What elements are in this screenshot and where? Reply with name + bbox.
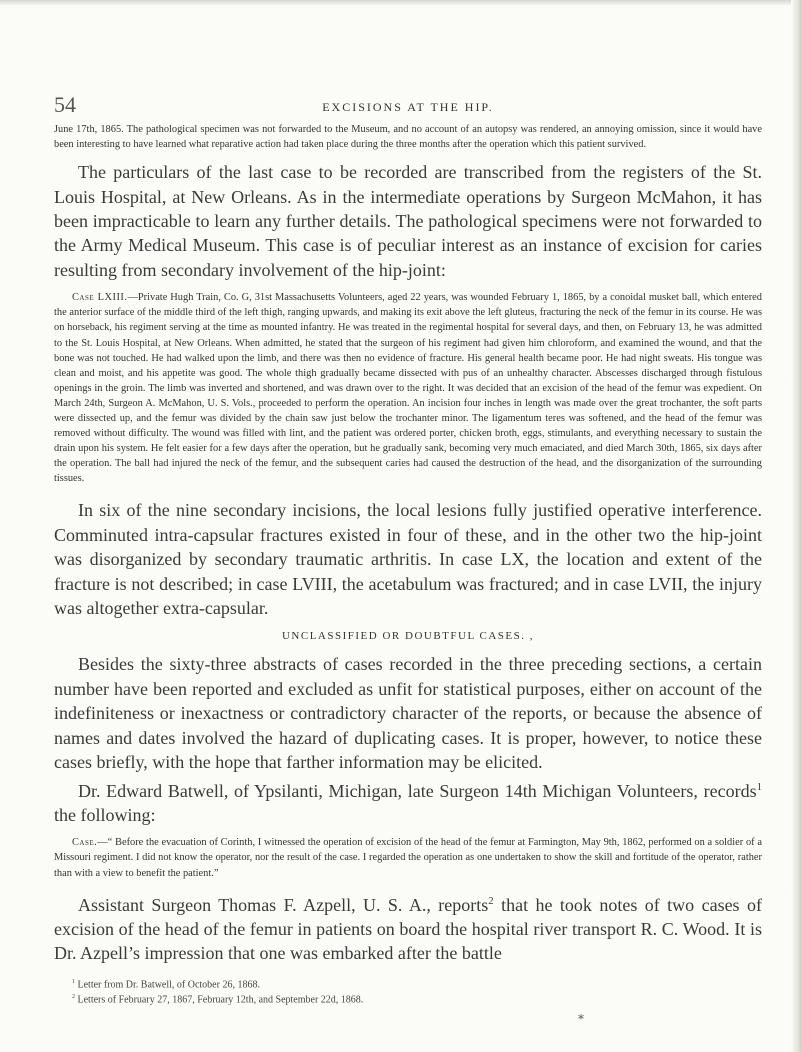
case-batwell-label: Case.	[72, 837, 98, 849]
running-head: EXCISIONS AT THE HIP.	[322, 100, 494, 114]
paragraph-unclassified: Besides the sixty-three abstracts of cases recorded in the three preceding sections, a certain number have been reported and excluded as unfit for statistical purposes, either on account of the indefiniteness or inexactness or contradictory character of the reports, or because the absence of names and dates involved the hazard of duplicating cases. It is proper, however, to notice these cases briefly, with the hope that farther information may be elicited.	[54, 654, 762, 773]
footnote-text: Letters of February 27, 1867, February 12th, and September 22d, 1868.	[77, 994, 364, 1006]
azpell-text: Assistant Surgeon Thomas F. Azpell, U. S. A., reports	[78, 894, 489, 915]
case-lxiii-label: Case LXIII.	[72, 292, 128, 304]
paragraph-secondary-incisions: In six of the nine secondary incisions, the local lesions fully justified operative interference. Comminuted intra-capsular fractures existed in four of these, and in the other two the hip-joint was disorganized by secondary traumatic arthritis. In case LX, the location and extent of the fracture is not described; in case LVIII, the acetabulum was fractured; and in case LVII, the injury was altogether extra-capsular.	[54, 500, 762, 619]
case-batwell-text: —“ Before the evacuation of Corinth, I witnessed the operation of excision of the head of the femur at Farmington, May 9th, 1862, performed on a soldier of a Missouri regiment. I did not know the operator, nor the result of the case. I regarded the operation as one undertaken to show the skill and fortitude of the operator, rather than with a view to benefit the patient.”	[54, 837, 762, 879]
footnote-2	[72, 991, 762, 1006]
case-lxiii-text: —Private Hugh Train, Co. G, 31st Massachusetts Volunteers, aged 22 years, was wounded February 1, 1865, by a conoidal musket ball, which entered the anterior surface of the middle third of the left thigh, ranging upwards, and making its exit above the left gluteus, fracturing the neck of the femur in its course. He was on horseback, his regiment serving at the time as mounted infantry. He was treated in the regimental hospital for several days, and then, on February 13, he was admitted to the St. Louis Hospital, at New Orleans. When admitted, he stated that the surgeon of his regiment had given him chloroform, and examined the wound, and that the bone was not touched. He had walked upon the limb, and there was then no evidence of fracture. His general health became poor. He had night sweats. His tongue was clean and moist, and his appetite was good. The whole thigh gradually became dissected with pus of an unhealthy character. Abscesses discharged through fistulous openings in the groin. The limb was inverted and shortened, and was drawn over to the right. It was decided that an excision of the head of the femur was expedient. On March 24th, Surgeon A. McMahon, U. S. Vols., proceeded to perform the operation. An incision four inches in length was made over the great trochanter, the soft parts were dissected up, and the femur was divided by the chain saw just below the trochanter minor. The ligamentum teres was softened, and the head of the femur was removed without difficulty. The wound was filled with lint, and the patient was ordered porter, chicken broth, eggs, stimulants, and everything necessary to sustain the drain upon his system. He felt easier for a few days after the operation, but he gradually sank, becoming very much emaciated, and died March 30th, 1865, six days after the operation. The ball had injured the neck of the femur, and the subsequent caries had caused the destruction of the head, and the disorganization of the surrounding tissues.	[54, 292, 762, 485]
scan-edge-top	[0, 0, 801, 6]
paragraph-continuation: June 17th, 1865. The pathological specimen was not forwarded to the Museum, and no account of an autopsy was rendered, an annoying omission, since it would have been interesting to have learned what reparative action had taken place during the three months after the operation which this patient survived.	[54, 124, 762, 151]
scan-edge-right	[791, 0, 801, 1052]
document-page	[54, 92, 762, 1006]
footnotes	[54, 976, 762, 1007]
printer-mark: *	[578, 1012, 584, 1026]
page-header	[54, 92, 762, 122]
batwell-text-end: the following:	[54, 804, 156, 825]
paragraph-intro-case: The particulars of the last case to be recorded are transcribed from the registers of the St. Louis Hospital, at New Orleans. As in the intermediate operations by Surgeon McMahon, it has been impracticable to learn any further details. The pathological specimens were not forwarded to the Army Medical Museum. This case is of peculiar interest as an instance of excision for caries resulting from secondary involvement of the hip-joint:	[54, 162, 762, 280]
batwell-text: Dr. Edward Batwell, of Ypsilanti, Michigan, late Surgeon 14th Michigan Volunteers, records	[78, 780, 757, 801]
paragraph-azpell	[54, 889, 762, 966]
footnote-mark: 2	[72, 994, 75, 1001]
page-number: 54	[54, 92, 76, 117]
footnote-mark: 1	[72, 978, 75, 985]
section-heading: UNCLASSIFIED OR DOUBTFUL CASES. ,	[281, 630, 534, 643]
azpell-text-end: that he took notes of two cases of excision of the head of the femur in patients on board the hospital river transport R. C. Wood. It is Dr. Azpell’s impression that one was embarked after the battle	[54, 894, 762, 964]
footnote-text: Letter from Dr. Batwell, of October 26, 1868.	[77, 979, 260, 991]
footnote-1	[72, 976, 762, 991]
footnote-ref-2: 2	[488, 894, 494, 907]
paragraph-batwell	[54, 775, 762, 828]
case-lxiii-paragraph	[54, 290, 762, 486]
footnote-ref-1: 1	[756, 780, 762, 793]
case-batwell-paragraph	[54, 835, 762, 880]
